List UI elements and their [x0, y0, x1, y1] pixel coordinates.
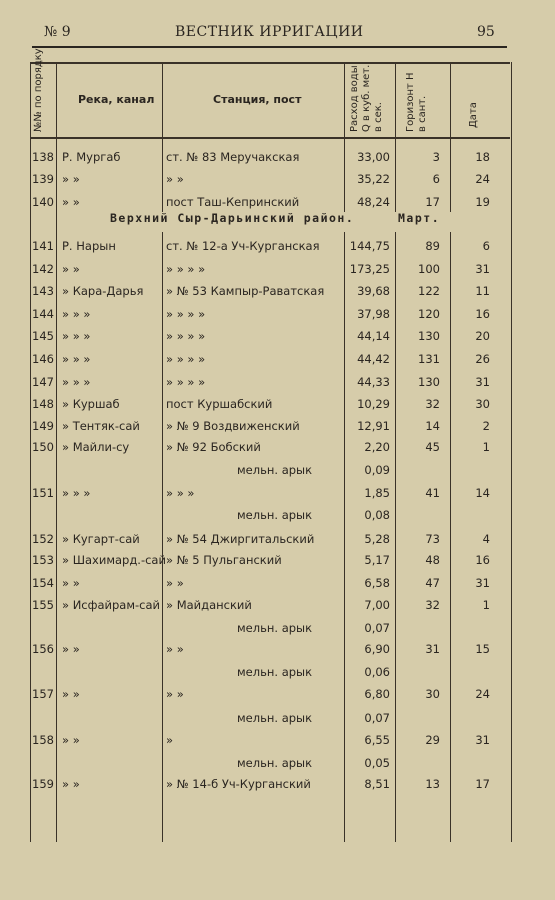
row-discharge: 5,28 — [364, 532, 390, 546]
row-level: 6 — [432, 172, 440, 186]
row-level: 100 — [418, 262, 440, 276]
row-river: » » — [62, 195, 80, 209]
row-date: 4 — [482, 532, 490, 546]
row-date: 15 — [475, 642, 490, 656]
row-discharge: 10,29 — [357, 397, 390, 411]
row-discharge: 44,14 — [357, 329, 390, 343]
row-station: пост Таш-Кепринский — [166, 195, 300, 209]
row-level: 130 — [418, 329, 440, 343]
header-station: Станция, пост — [213, 93, 302, 106]
row-date: 1 — [482, 440, 490, 454]
row-discharge: 2,20 — [364, 440, 390, 454]
row-river: » » — [62, 777, 80, 791]
row-river: » » » — [62, 329, 91, 343]
row-number: 155 — [32, 598, 54, 612]
header-bottom-line — [30, 137, 510, 139]
head-rule — [32, 46, 507, 48]
row-level: 17 — [425, 195, 440, 209]
row-date: 31 — [475, 733, 490, 747]
page-number: 95 — [477, 24, 495, 40]
issue-number: № 9 — [44, 24, 71, 40]
row-number: 153 — [32, 553, 54, 567]
row-station: » » » » — [166, 262, 206, 276]
row-discharge: 44,42 — [357, 352, 390, 366]
row-river: » Кугарт-сай — [62, 532, 140, 546]
row-discharge: 44,33 — [357, 375, 390, 389]
row-river: » » — [62, 576, 80, 590]
row-date: 18 — [475, 150, 490, 164]
row-station: » — [166, 733, 174, 747]
row-discharge: 33,00 — [357, 150, 390, 164]
row-date: 17 — [475, 777, 490, 791]
header-discharge: Расход воды Q в куб. мет. в сек. — [349, 64, 384, 132]
row-station: ст. № 83 Меручакская — [166, 150, 300, 164]
row-number: 152 — [32, 532, 54, 546]
row-station: » № 5 Пульганский — [166, 553, 282, 567]
row-level: 31 — [425, 642, 440, 656]
row-station: » » » » — [166, 329, 206, 343]
col-line-2b — [162, 232, 163, 842]
col-line-2a — [162, 62, 163, 212]
row-discharge: 5,17 — [364, 553, 390, 567]
row-station: » № 9 Воздвиженский — [166, 419, 300, 433]
header-num: №№ по порядку — [33, 48, 44, 132]
row-discharge: 173,25 — [349, 262, 390, 276]
row-river: Р. Мургаб — [62, 150, 121, 164]
row-station: » № 53 Кампыр-Раватская — [166, 284, 325, 298]
row-number: 147 — [32, 375, 54, 389]
row-level: 131 — [418, 352, 440, 366]
row-level: 13 — [425, 777, 440, 791]
col-line-4b — [395, 232, 396, 842]
row-level: 32 — [425, 397, 440, 411]
row-river: » » — [62, 687, 80, 701]
running-head — [0, 22, 555, 44]
col-line-1 — [56, 62, 57, 842]
col-line-5a — [450, 62, 451, 212]
row-level: 89 — [425, 239, 440, 253]
row-river: » » » — [62, 307, 91, 321]
header-river: Река, канал — [78, 93, 155, 106]
row-level: 29 — [425, 733, 440, 747]
row-number: 140 — [32, 195, 54, 209]
row-station: » » — [166, 576, 184, 590]
row-discharge: 0,06 — [364, 665, 390, 679]
row-level: 120 — [418, 307, 440, 321]
row-number: 145 — [32, 329, 54, 343]
row-discharge: 6,80 — [364, 687, 390, 701]
row-level: 3 — [432, 150, 440, 164]
row-number: 154 — [32, 576, 54, 590]
row-river: Р. Нарын — [62, 239, 116, 253]
row-station: мельн. арык — [237, 621, 313, 635]
row-level: 14 — [425, 419, 440, 433]
row-date: 30 — [475, 397, 490, 411]
row-river: » Майли-су — [62, 440, 130, 454]
row-number: 157 — [32, 687, 54, 701]
row-river: » » — [62, 262, 80, 276]
col-line-3a — [344, 62, 345, 212]
row-discharge: 39,68 — [357, 284, 390, 298]
row-river: » » » — [62, 375, 91, 389]
row-number: 156 — [32, 642, 54, 656]
row-station: мельн. арык — [237, 756, 313, 770]
row-date: 19 — [475, 195, 490, 209]
row-river: » » — [62, 733, 80, 747]
row-discharge: 7,00 — [364, 598, 390, 612]
row-number: 149 — [32, 419, 54, 433]
row-number: 148 — [32, 397, 54, 411]
row-level: 47 — [425, 576, 440, 590]
journal-title: ВЕСТНИК ИРРИГАЦИИ — [175, 24, 364, 40]
row-river: » Тентяк-сай — [62, 419, 140, 433]
row-date: 20 — [475, 329, 490, 343]
row-level: 48 — [425, 553, 440, 567]
row-date: 31 — [475, 576, 490, 590]
row-station: » Майданский — [166, 598, 252, 612]
row-discharge: 8,51 — [364, 777, 390, 791]
row-date: 1 — [482, 598, 490, 612]
row-discharge: 6,55 — [364, 733, 390, 747]
row-discharge: 0,08 — [364, 508, 390, 522]
row-date: 2 — [482, 419, 490, 433]
section-month: Март. — [398, 211, 441, 225]
row-river: » Кара-Дарья — [62, 284, 144, 298]
row-level: 30 — [425, 687, 440, 701]
row-discharge: 1,85 — [364, 486, 390, 500]
row-discharge: 12,91 — [357, 419, 390, 433]
row-number: 142 — [32, 262, 54, 276]
row-date: 26 — [475, 352, 490, 366]
row-station: » » — [166, 172, 184, 186]
row-river: » Шахимард.-сай — [62, 553, 166, 567]
row-river: » » » — [62, 352, 91, 366]
row-discharge: 6,58 — [364, 576, 390, 590]
row-number: 151 — [32, 486, 54, 500]
row-station: мельн. арык — [237, 711, 313, 725]
row-river: » » » — [62, 486, 91, 500]
row-station: » » — [166, 642, 184, 656]
row-river: » Куршаб — [62, 397, 120, 411]
row-station: » № 54 Джиргитальский — [166, 532, 315, 546]
row-level: 41 — [425, 486, 440, 500]
row-date: 11 — [475, 284, 490, 298]
row-river: » » — [62, 172, 80, 186]
row-date: 24 — [475, 687, 490, 701]
row-station: » » » » — [166, 375, 206, 389]
row-discharge: 0,05 — [364, 756, 390, 770]
row-number: 159 — [32, 777, 54, 791]
row-station: ст. № 12-а Уч-Курганская — [166, 239, 320, 253]
row-station: мельн. арык — [237, 508, 313, 522]
row-discharge: 6,90 — [364, 642, 390, 656]
row-station: » » » » — [166, 352, 206, 366]
row-station: » » » — [166, 486, 195, 500]
row-number: 146 — [32, 352, 54, 366]
col-line-4a — [395, 62, 396, 212]
row-date: 31 — [475, 375, 490, 389]
row-date: 6 — [482, 239, 490, 253]
row-level: 130 — [418, 375, 440, 389]
row-level: 73 — [425, 532, 440, 546]
row-number: 144 — [32, 307, 54, 321]
row-number: 138 — [32, 150, 54, 164]
row-date: 14 — [475, 486, 490, 500]
row-number: 150 — [32, 440, 54, 454]
row-discharge: 0,07 — [364, 621, 390, 635]
row-station: » » — [166, 687, 184, 701]
row-station: мельн. арык — [237, 463, 313, 477]
header-level: Горизонт H в сант. — [405, 72, 428, 132]
row-station: мельн. арык — [237, 665, 313, 679]
row-discharge: 48,24 — [357, 195, 390, 209]
row-discharge: 37,98 — [357, 307, 390, 321]
row-number: 139 — [32, 172, 54, 186]
row-level: 32 — [425, 598, 440, 612]
row-number: 143 — [32, 284, 54, 298]
row-station: » № 92 Бобский — [166, 440, 261, 454]
row-level: 45 — [425, 440, 440, 454]
row-station: » » » » — [166, 307, 206, 321]
row-date: 31 — [475, 262, 490, 276]
row-station: пост Куршабский — [166, 397, 273, 411]
row-river: » » — [62, 642, 80, 656]
row-level: 122 — [418, 284, 440, 298]
row-discharge: 0,09 — [364, 463, 390, 477]
row-number: 141 — [32, 239, 54, 253]
row-discharge: 35,22 — [357, 172, 390, 186]
header-date: Дата — [468, 102, 479, 128]
row-date: 16 — [475, 553, 490, 567]
row-discharge: 144,75 — [349, 239, 390, 253]
section-region: Верхний Сыр-Дарьинский район. — [110, 211, 355, 225]
row-station: » № 14-б Уч-Курганский — [166, 777, 311, 791]
table-top-line — [30, 62, 510, 64]
row-number: 158 — [32, 733, 54, 747]
row-date: 16 — [475, 307, 490, 321]
row-river: » Исфайрам-сай — [62, 598, 160, 612]
row-date: 24 — [475, 172, 490, 186]
row-discharge: 0,07 — [364, 711, 390, 725]
